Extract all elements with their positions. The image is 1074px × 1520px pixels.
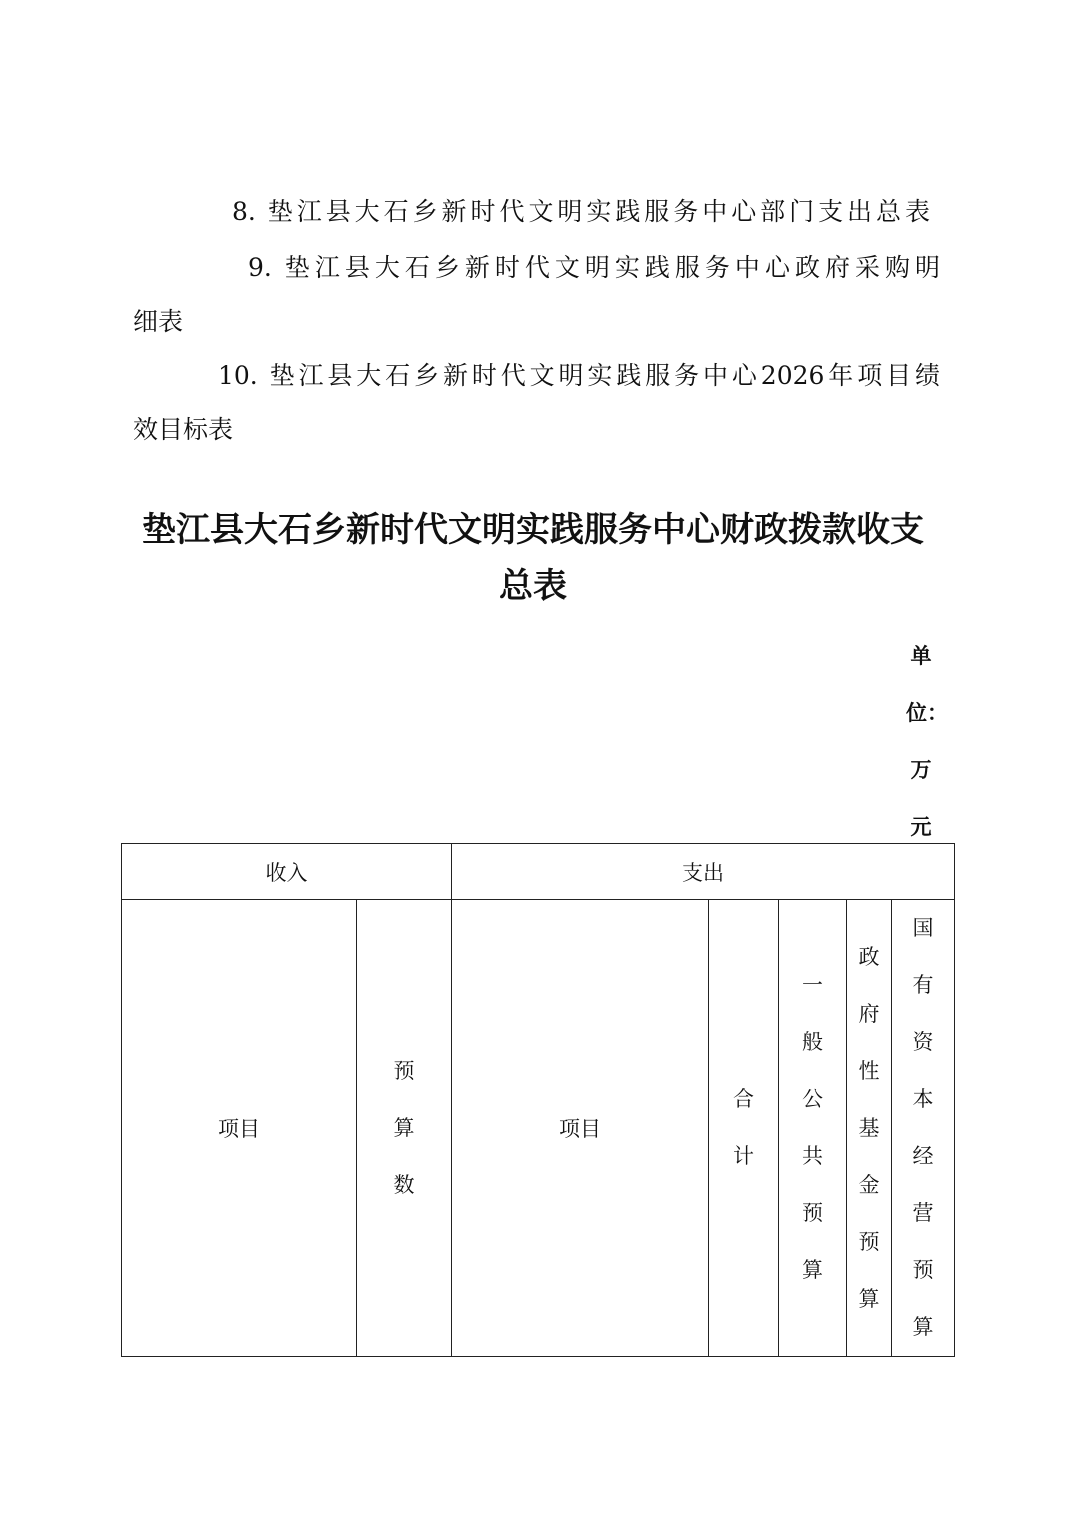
list-item-9-cont: 细表 <box>133 307 184 336</box>
col-gov-fund-budget: 政府性基金预算 <box>847 900 892 1357</box>
budget-table <box>121 843 955 1357</box>
unit-label: 单位：万元 <box>906 644 948 839</box>
col-income-item: 项目 <box>122 900 357 1357</box>
list-item-10: 10. 垫江县大石乡新时代文明实践服务中心2026年项目绩 <box>218 361 940 390</box>
col-state-capital-budget: 国有资本经营预算 <box>892 900 955 1357</box>
list-item-10-cont: 效目标表 <box>133 415 234 444</box>
col-total: 合计 <box>709 900 779 1357</box>
list-item-8: 8. 垫江县大石乡新时代文明实践服务中心部门支出总表 <box>232 197 930 226</box>
header-expense: 支出 <box>452 844 955 900</box>
list-item-9: 9. 垫江县大石乡新时代文明实践服务中心政府采购明 <box>248 253 940 282</box>
page-title: 垫江县大石乡新时代文明实践服务中心财政拨款收支 <box>142 510 924 550</box>
col-expense-item: 项目 <box>452 900 709 1357</box>
col-budget-amount: 预算数 <box>357 900 452 1357</box>
col-general-budget: 一般公共预算 <box>779 900 847 1357</box>
header-income: 收入 <box>122 844 452 900</box>
page-title-cont: 总表 <box>499 566 567 606</box>
